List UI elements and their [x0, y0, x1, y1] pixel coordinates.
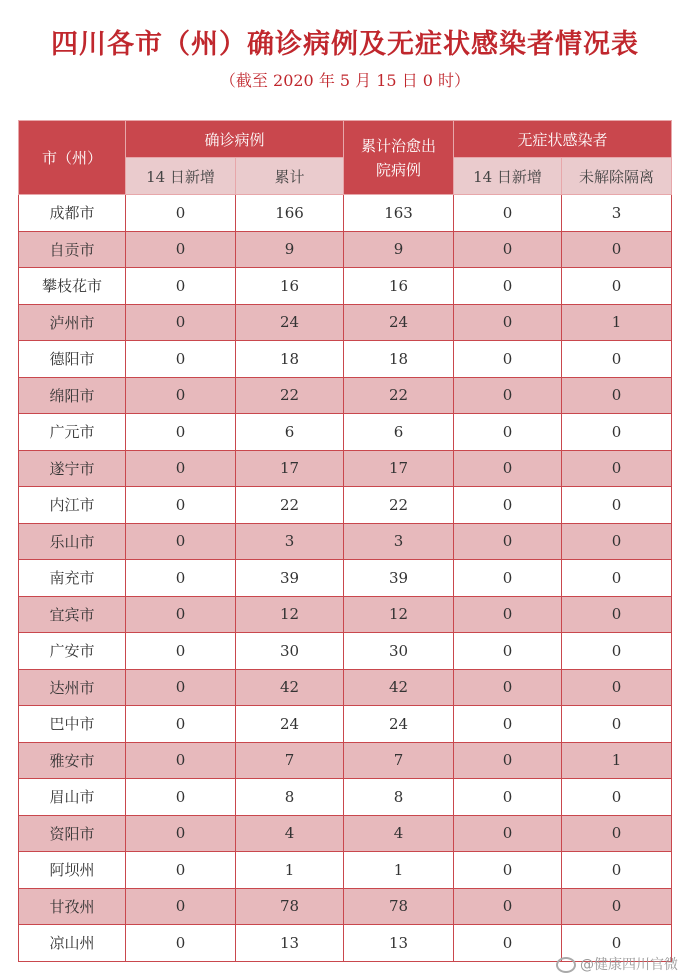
- cell-total-confirmed: 24: [236, 304, 344, 341]
- table-row: [19, 341, 672, 378]
- cell-cured: 3: [344, 523, 454, 560]
- cell-asym-new: 0: [454, 523, 562, 560]
- cell-city: 自贡市: [19, 231, 126, 268]
- cell-asym-new: 0: [454, 815, 562, 852]
- cell-asym-isolation: 0: [562, 450, 672, 487]
- cell-asym-new: 0: [454, 487, 562, 524]
- cell-cured: 22: [344, 377, 454, 414]
- table-row: [19, 414, 672, 451]
- cell-total-confirmed: 9: [236, 231, 344, 268]
- cell-new-confirmed: 0: [126, 706, 236, 743]
- cell-new-confirmed: 0: [126, 852, 236, 889]
- table-row: [19, 706, 672, 743]
- cell-asym-isolation: 0: [562, 888, 672, 925]
- cell-total-confirmed: 4: [236, 815, 344, 852]
- cell-cured: 8: [344, 779, 454, 816]
- cell-new-confirmed: 0: [126, 377, 236, 414]
- cell-new-confirmed: 0: [126, 487, 236, 524]
- cell-asym-isolation: 1: [562, 304, 672, 341]
- cell-asym-isolation: 0: [562, 925, 672, 962]
- cell-new-confirmed: 0: [126, 523, 236, 560]
- cell-cured: 42: [344, 669, 454, 706]
- cell-city: 泸州市: [19, 304, 126, 341]
- cell-asym-isolation: 0: [562, 852, 672, 889]
- table-row: [19, 815, 672, 852]
- cell-asym-new: 0: [454, 888, 562, 925]
- cell-asym-new: 0: [454, 596, 562, 633]
- table-body: [19, 195, 672, 962]
- cell-total-confirmed: 1: [236, 852, 344, 889]
- cell-cured: 78: [344, 888, 454, 925]
- cell-new-confirmed: 0: [126, 779, 236, 816]
- header-cured: [344, 121, 454, 195]
- table-row: [19, 450, 672, 487]
- cell-new-confirmed: 0: [126, 304, 236, 341]
- cell-new-confirmed: 0: [126, 815, 236, 852]
- cell-asym-new: 0: [454, 560, 562, 597]
- cell-asym-isolation: 0: [562, 231, 672, 268]
- table-row: [19, 742, 672, 779]
- cell-new-confirmed: 0: [126, 268, 236, 305]
- cell-asym-new: 0: [454, 779, 562, 816]
- cell-cured: 4: [344, 815, 454, 852]
- page-title: 四川各市（州）确诊病例及无症状感染者情况表: [51, 29, 639, 60]
- cell-new-confirmed: 0: [126, 925, 236, 962]
- cell-cured: 24: [344, 304, 454, 341]
- cell-total-confirmed: 12: [236, 596, 344, 633]
- cell-new-confirmed: 0: [126, 450, 236, 487]
- cell-asym-isolation: 0: [562, 268, 672, 305]
- cell-city: 遂宁市: [19, 450, 126, 487]
- cell-total-confirmed: 30: [236, 633, 344, 670]
- table-row: [19, 633, 672, 670]
- cell-asym-isolation: 0: [562, 633, 672, 670]
- case-table: [18, 120, 672, 962]
- header-cured-text: 累计治愈出院病例: [361, 136, 437, 179]
- cell-city: 甘孜州: [19, 888, 126, 925]
- cell-asym-isolation: 0: [562, 779, 672, 816]
- cell-city: 资阳市: [19, 815, 126, 852]
- cell-total-confirmed: 42: [236, 669, 344, 706]
- cell-asym-isolation: 0: [562, 815, 672, 852]
- watermark: [556, 954, 678, 974]
- table-row: [19, 596, 672, 633]
- cell-cured: 9: [344, 231, 454, 268]
- cell-city: 阿坝州: [19, 852, 126, 889]
- table-row: [19, 268, 672, 305]
- watermark-text: @健康四川官微: [580, 957, 678, 973]
- cell-asym-new: 0: [454, 852, 562, 889]
- cell-asym-new: 0: [454, 706, 562, 743]
- cell-cured: 16: [344, 268, 454, 305]
- weibo-icon: [556, 957, 576, 973]
- header-asymptomatic: 无症状感染者: [454, 121, 672, 158]
- cell-cured: 30: [344, 633, 454, 670]
- cell-cured: 17: [344, 450, 454, 487]
- cell-asym-isolation: 0: [562, 414, 672, 451]
- cell-asym-isolation: 0: [562, 596, 672, 633]
- cell-total-confirmed: 6: [236, 414, 344, 451]
- page-subtitle: （截至 2020 年 5 月 15 日 0 时）: [219, 71, 471, 90]
- cell-total-confirmed: 22: [236, 487, 344, 524]
- cell-asym-isolation: 0: [562, 377, 672, 414]
- cell-asym-new: 0: [454, 268, 562, 305]
- cell-cured: 7: [344, 742, 454, 779]
- cell-city: 达州市: [19, 669, 126, 706]
- header-city: 市（州）: [19, 121, 126, 195]
- table-row: [19, 560, 672, 597]
- cell-city: 广元市: [19, 414, 126, 451]
- cell-asym-new: 0: [454, 633, 562, 670]
- table-row: [19, 523, 672, 560]
- cell-new-confirmed: 0: [126, 888, 236, 925]
- cell-cured: 6: [344, 414, 454, 451]
- cell-asym-isolation: 0: [562, 341, 672, 378]
- cell-total-confirmed: 16: [236, 268, 344, 305]
- header-asym-new: 14 日新增: [454, 158, 562, 195]
- cell-asym-new: 0: [454, 341, 562, 378]
- cell-city: 广安市: [19, 633, 126, 670]
- cell-asym-isolation: 0: [562, 560, 672, 597]
- cell-city: 南充市: [19, 560, 126, 597]
- cell-city: 内江市: [19, 487, 126, 524]
- table-row: [19, 669, 672, 706]
- table-row: [19, 195, 672, 232]
- cell-new-confirmed: 0: [126, 231, 236, 268]
- cell-cured: 12: [344, 596, 454, 633]
- cell-city: 成都市: [19, 195, 126, 232]
- cell-new-confirmed: 0: [126, 414, 236, 451]
- table-row: [19, 779, 672, 816]
- cell-new-confirmed: 0: [126, 341, 236, 378]
- cell-cured: 24: [344, 706, 454, 743]
- cell-city: 德阳市: [19, 341, 126, 378]
- header-asym-isolation: 未解除隔离: [562, 158, 672, 195]
- cell-total-confirmed: 22: [236, 377, 344, 414]
- cell-new-confirmed: 0: [126, 560, 236, 597]
- cell-total-confirmed: 8: [236, 779, 344, 816]
- cell-total-confirmed: 13: [236, 925, 344, 962]
- cell-total-confirmed: 166: [236, 195, 344, 232]
- table-row: [19, 487, 672, 524]
- cell-asym-new: 0: [454, 304, 562, 341]
- cell-cured: 163: [344, 195, 454, 232]
- cell-city: 绵阳市: [19, 377, 126, 414]
- cell-asym-isolation: 3: [562, 195, 672, 232]
- cell-cured: 1: [344, 852, 454, 889]
- cell-city: 凉山州: [19, 925, 126, 962]
- cell-cured: 13: [344, 925, 454, 962]
- cell-asym-new: 0: [454, 742, 562, 779]
- cell-asym-new: 0: [454, 925, 562, 962]
- cell-asym-new: 0: [454, 450, 562, 487]
- cell-city: 眉山市: [19, 779, 126, 816]
- cell-total-confirmed: 78: [236, 888, 344, 925]
- cell-new-confirmed: 0: [126, 596, 236, 633]
- cell-asym-new: 0: [454, 231, 562, 268]
- cell-cured: 22: [344, 487, 454, 524]
- header-confirmed-new: 14 日新增: [126, 158, 236, 195]
- cell-city: 宜宾市: [19, 596, 126, 633]
- cell-cured: 39: [344, 560, 454, 597]
- cell-cured: 18: [344, 341, 454, 378]
- cell-asym-isolation: 0: [562, 523, 672, 560]
- cell-asym-new: 0: [454, 377, 562, 414]
- table-row: [19, 304, 672, 341]
- cell-total-confirmed: 17: [236, 450, 344, 487]
- table-row: [19, 888, 672, 925]
- cell-total-confirmed: 39: [236, 560, 344, 597]
- header-confirmed: 确诊病例: [126, 121, 344, 158]
- cell-total-confirmed: 18: [236, 341, 344, 378]
- cell-total-confirmed: 24: [236, 706, 344, 743]
- table-row: [19, 231, 672, 268]
- cell-asym-isolation: 0: [562, 487, 672, 524]
- cell-asym-isolation: 1: [562, 742, 672, 779]
- cell-total-confirmed: 3: [236, 523, 344, 560]
- table-row: [19, 852, 672, 889]
- cell-asym-isolation: 0: [562, 669, 672, 706]
- cell-new-confirmed: 0: [126, 669, 236, 706]
- cell-new-confirmed: 0: [126, 633, 236, 670]
- cell-city: 雅安市: [19, 742, 126, 779]
- cell-new-confirmed: 0: [126, 195, 236, 232]
- cell-total-confirmed: 7: [236, 742, 344, 779]
- table-row: [19, 377, 672, 414]
- cell-asym-new: 0: [454, 669, 562, 706]
- cell-new-confirmed: 0: [126, 742, 236, 779]
- cell-asym-new: 0: [454, 195, 562, 232]
- cell-asym-new: 0: [454, 414, 562, 451]
- header-confirmed-total: 累计: [236, 158, 344, 195]
- cell-city: 乐山市: [19, 523, 126, 560]
- cell-asym-isolation: 0: [562, 706, 672, 743]
- cell-city: 攀枝花市: [19, 268, 126, 305]
- cell-city: 巴中市: [19, 706, 126, 743]
